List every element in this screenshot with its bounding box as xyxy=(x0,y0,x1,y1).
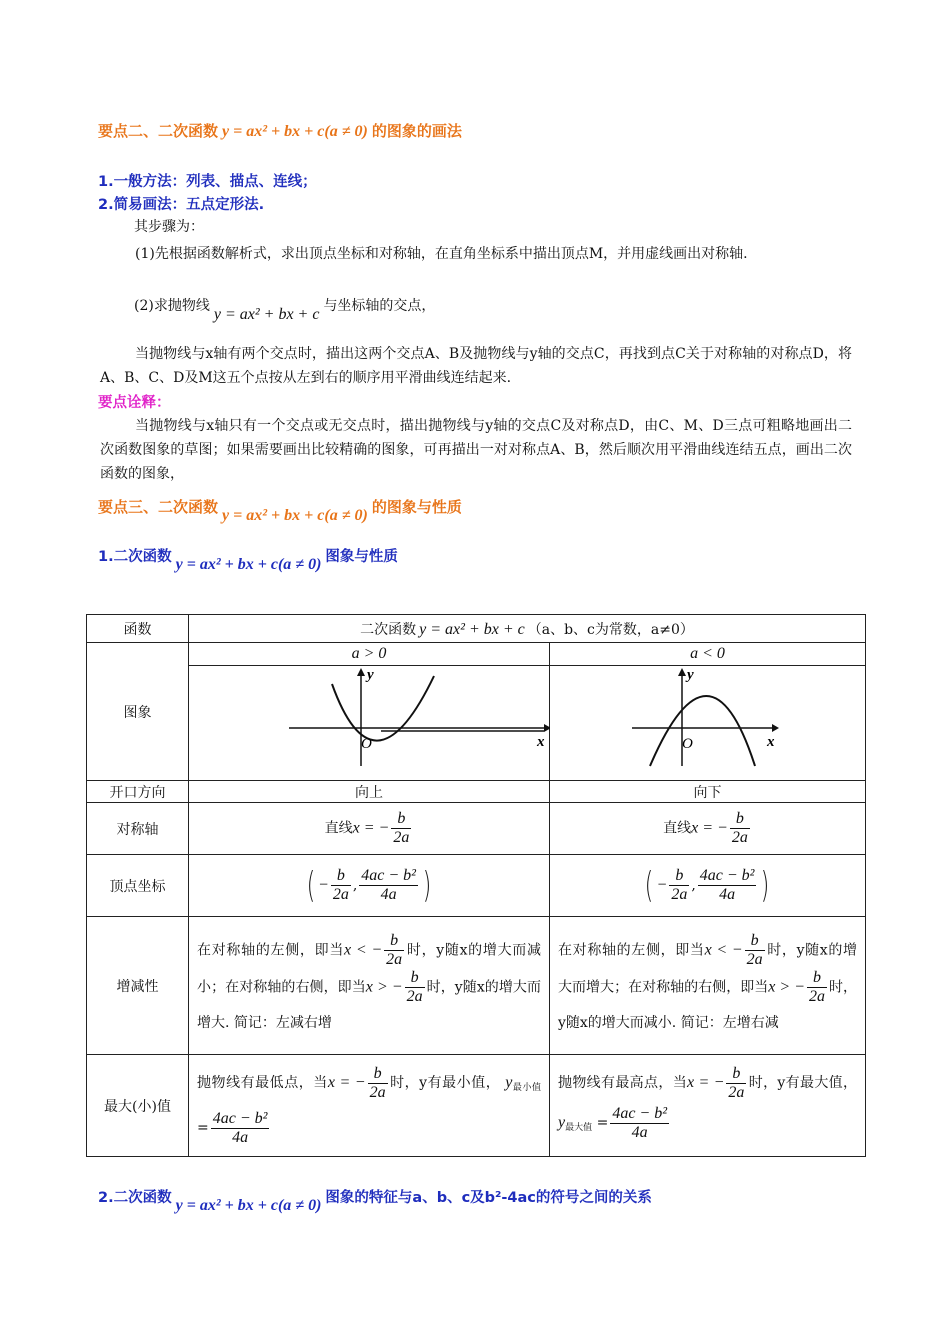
row-label-extreme: 最大(小)值 xyxy=(87,1055,189,1157)
graph-cell-pos xyxy=(189,643,550,781)
graph-pos-y-label: y xyxy=(367,667,374,683)
vertex-neg-den2: 4a xyxy=(719,886,736,903)
section2-heading xyxy=(98,120,462,141)
mono-pos-den1: 2a xyxy=(386,950,403,968)
vertex-neg-minus: − xyxy=(656,876,668,894)
ext-pos-y: y xyxy=(505,1074,513,1091)
vertex-pos-num2: 4ac − b² xyxy=(361,867,416,884)
step2-prefix: (2)求抛物线 xyxy=(134,298,210,314)
ext-neg-y: y xyxy=(558,1114,566,1131)
graph-neg-x-arrow xyxy=(772,724,779,732)
ext-neg-eq: x = − xyxy=(687,1074,725,1091)
graph-pos-y-arrow xyxy=(357,668,365,676)
vertex-neg-num2: 4ac − b² xyxy=(699,867,755,884)
mono-neg-3: 时，y随x的增大而减小. 简记：左增右减 xyxy=(558,979,858,1031)
row-label-vertex: 顶点坐标 xyxy=(87,855,189,917)
ext-pos-den1: 2a xyxy=(369,1083,386,1101)
mono-pos-num1: b xyxy=(384,932,404,951)
mono-pos-1: 在对称轴的左侧，即当 xyxy=(197,942,345,958)
mono-neg-text xyxy=(550,928,865,1044)
vertex-neg-lparen: ( xyxy=(645,865,654,906)
mono-neg-num2: b xyxy=(807,969,827,988)
sub1-prefix: 1.二次函数 xyxy=(98,549,172,565)
vertex-pos-num1: b xyxy=(331,867,351,886)
vertex-neg-frac2 xyxy=(698,867,757,904)
row-label-function: 函数 xyxy=(87,615,189,643)
mono-pos-3: 时，y随x的增大而增大. 简记：左减右增 xyxy=(197,979,541,1031)
table-row-mono xyxy=(87,917,866,1055)
ext-neg-frac2 xyxy=(610,1105,669,1142)
axis-neg-prefix: 直线 xyxy=(663,820,692,837)
graph-pos-svg xyxy=(189,666,550,776)
mono-pos xyxy=(189,917,550,1055)
mono-pos-frac2 xyxy=(405,969,425,1006)
axis-neg-frac xyxy=(730,810,750,847)
axis-pos-prefix: 直线 xyxy=(324,820,353,837)
mono-pos-2: 时，y随x的增大而减小；在对称轴的右侧，即当 xyxy=(197,942,541,995)
ext-neg-equals: = xyxy=(596,1115,609,1131)
mono-neg-den2: 2a xyxy=(808,987,825,1005)
sub2-prefix: 2.二次函数 xyxy=(98,1190,172,1206)
table-row-graph xyxy=(87,643,866,781)
table-row-axis xyxy=(87,803,866,855)
sub1-suffix: 图象与性质 xyxy=(325,549,398,565)
axis-neg-den: 2a xyxy=(731,829,748,846)
axis-neg-num: b xyxy=(730,810,750,829)
steps-intro: 其步骤为： xyxy=(134,219,204,235)
mono-pos-gt: x > − xyxy=(365,978,403,995)
function-cell xyxy=(189,615,866,643)
vertex-pos-minus: − xyxy=(318,876,329,894)
vertex-pos-lparen: ( xyxy=(306,865,316,906)
ext-neg-den1: 2a xyxy=(728,1083,745,1101)
axis-pos-frac xyxy=(391,810,411,847)
function-formula: y = ax² + bx + c xyxy=(419,620,525,638)
properties-table xyxy=(86,614,866,1157)
mono-pos-num2: b xyxy=(405,969,425,988)
vertex-neg-num1: b xyxy=(669,867,689,886)
row-label-open: 开口方向 xyxy=(87,781,189,803)
mono-neg-2: 时，y随x的增大而增大；在对称轴的右侧，即当 xyxy=(558,942,858,995)
open-neg: 向下 xyxy=(550,781,866,803)
ext-pos-eq: x = − xyxy=(327,1074,366,1091)
ext-neg xyxy=(550,1055,866,1157)
table-row-open xyxy=(87,781,866,803)
vertex-pos-frac2 xyxy=(359,867,418,904)
mono-neg-frac2 xyxy=(807,969,827,1006)
ext-neg-sub: 最大值 xyxy=(565,1123,593,1133)
vertex-pos-den1: 2a xyxy=(332,886,349,903)
row-label-graph: 图象 xyxy=(87,643,189,781)
axis-pos xyxy=(189,803,550,855)
step2-formula: y = ax² + bx + c xyxy=(213,306,320,323)
section2-formula: y = ax² + bx + c(a ≠ 0) xyxy=(222,123,368,140)
ext-pos-frac2 xyxy=(211,1110,270,1147)
mono-neg xyxy=(550,917,866,1055)
ext-pos-num2: 4ac − b² xyxy=(212,1109,268,1127)
function-prefix: 二次函数 xyxy=(360,621,417,638)
step2 xyxy=(134,294,834,323)
mono-pos-frac1 xyxy=(384,932,404,969)
ext-neg-den2: 4a xyxy=(631,1123,648,1141)
graph-cell-neg xyxy=(550,643,866,781)
sub2-formula: y = ax² + bx + c(a ≠ 0) xyxy=(175,1197,322,1214)
sub1-formula: y = ax² + bx + c(a ≠ 0) xyxy=(175,556,322,573)
section3-suffix: 的图象与性质 xyxy=(371,498,462,516)
ext-neg-frac1 xyxy=(726,1065,746,1102)
case-pos: a > 0 xyxy=(189,643,549,666)
mono-pos-lt: x < − xyxy=(344,941,383,958)
ext-pos-2: 时，y有最小值， xyxy=(389,1075,501,1091)
ext-neg-num2: 4ac − b² xyxy=(612,1104,668,1122)
ext-pos-sub: 最小值 xyxy=(512,1083,541,1093)
function-note: （a、b、c为常数，a≠0） xyxy=(527,621,694,638)
note-text: 当抛物线与x轴只有一个交点或无交点时，描出抛物线与y轴的交点C及对称点D，由C、M、D三点可粗略地画出二次函数图象的草图；如果需要画出比较精确的图象，可再描出一对对称点A、B，然后顺次用平滑曲线连结五点，画出二次函数的图象， xyxy=(100,418,852,482)
graph-neg-parabola xyxy=(650,696,755,766)
row-label-mono: 增减性 xyxy=(87,917,189,1055)
axis-pos-lhs: x = − xyxy=(352,819,390,837)
step1: (1)先根据函数解析式，求出顶点坐标和对称轴，在直角坐标系中描出顶点M，并用虚线画出对称轴. xyxy=(135,246,748,262)
mono-pos-text xyxy=(189,928,549,1044)
table-row-function xyxy=(87,615,866,643)
case-neg: a < 0 xyxy=(550,643,865,666)
method1: 1.一般方法：列表、描点、连线； xyxy=(98,174,317,190)
axis-neg-lhs: x = − xyxy=(691,819,728,837)
graph-neg-svg xyxy=(550,666,866,776)
ext-pos-frac1 xyxy=(368,1065,388,1102)
mono-neg-den1: 2a xyxy=(746,950,763,968)
ext-pos-text xyxy=(189,1059,549,1152)
ext-pos-num1: b xyxy=(368,1065,388,1084)
mono-neg-frac1 xyxy=(745,932,765,969)
section2-suffix: 的图象的画法 xyxy=(371,122,462,140)
ext-pos-equals: = xyxy=(197,1120,209,1136)
vertex-pos-den2: 4a xyxy=(380,886,397,903)
ext-pos xyxy=(189,1055,550,1157)
row-label-axis: 对称轴 xyxy=(87,803,189,855)
vertex-pos-frac1 xyxy=(331,867,351,904)
graph-neg-y-label: y xyxy=(687,667,694,683)
ext-neg-num1: b xyxy=(726,1065,746,1084)
vertex-neg-frac1 xyxy=(669,867,689,904)
section2-prefix: 要点二、二次函数 xyxy=(98,122,219,140)
section3-prefix: 要点三、二次函数 xyxy=(98,498,219,516)
section3-formula: y = ax² + bx + c(a ≠ 0) xyxy=(222,507,368,524)
method2: 2.简易画法：五点定形法. xyxy=(98,197,265,213)
sub1-heading xyxy=(98,545,398,573)
ext-pos-1: 抛物线有最低点，当 xyxy=(197,1075,328,1091)
ext-neg-text xyxy=(550,1059,865,1152)
table-row-vertex xyxy=(87,855,866,917)
table-row-extreme xyxy=(87,1055,866,1157)
vertex-neg: ( − $\frac{b}{2a}$ , $\frac{\text{4ac − b²}}{4a}$ ) xyxy=(550,855,866,917)
axis-pos-num: b xyxy=(391,810,411,829)
graph-neg-y-arrow xyxy=(678,668,686,676)
step2-suffix: 与坐标轴的交点， xyxy=(323,298,436,314)
mono-neg-lt: x < − xyxy=(704,941,743,958)
graph-pos-x-label: x xyxy=(537,734,545,750)
vertex-neg-rparen: ) xyxy=(761,865,770,906)
vertex-neg-den1: 2a xyxy=(671,886,688,903)
para-two-points: 当抛物线与x轴有两个交点时，描出这两个交点A、B及抛物线与y轴的交点C，再找到点C关于对称轴的对称点D，将A、B、C、D及M这五个点按从左到右的顺序用平滑曲线连结起来. xyxy=(100,346,852,386)
ext-neg-2: 时，y有最大值， xyxy=(748,1075,858,1091)
axis-pos-den: 2a xyxy=(393,829,410,846)
ext-pos-den2: 4a xyxy=(232,1128,249,1146)
sub2-suffix: 图象的特征与a、b、c及b²-4ac的符号之间的关系 xyxy=(325,1190,652,1206)
mono-neg-1: 在对称轴的左侧，即当 xyxy=(558,942,705,958)
open-pos: 向上 xyxy=(189,781,550,803)
ext-neg-1: 抛物线有最高点，当 xyxy=(558,1075,688,1091)
vertex-pos: ( − $\frac{b}{2a}$ , $\frac{\text{4ac − b²}}{4a}$ ) xyxy=(189,855,550,917)
section3-heading xyxy=(98,496,462,524)
mono-pos-den2: 2a xyxy=(406,987,423,1005)
graph-pos-origin: O xyxy=(361,736,372,752)
mono-neg-num1: b xyxy=(745,932,765,951)
sub2-heading xyxy=(98,1186,652,1214)
mono-neg-gt: x > − xyxy=(768,978,805,995)
vertex-pos-rparen: ) xyxy=(422,865,432,906)
axis-neg xyxy=(550,803,866,855)
graph-neg-origin: O xyxy=(682,736,693,752)
note-title: 要点诠释： xyxy=(98,395,171,411)
graph-neg-x-label: x xyxy=(767,734,775,750)
